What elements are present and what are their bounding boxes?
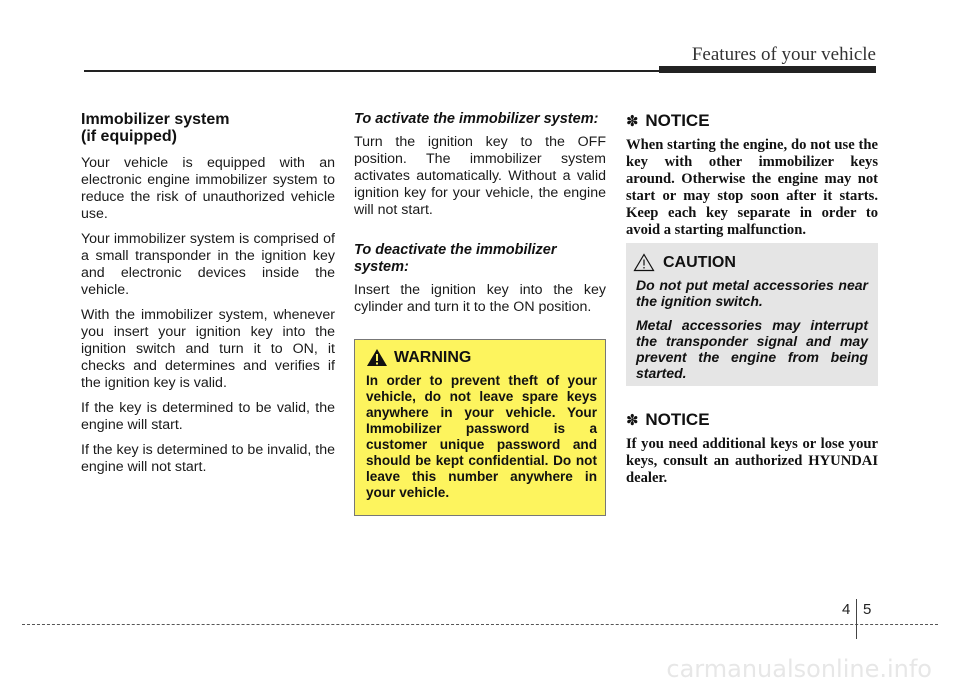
notice-section-1: [626, 111, 878, 239]
notice-star-icon: ✽: [626, 112, 639, 130]
notice-title: NOTICE: [645, 410, 710, 429]
paragraph-valid: If the key is determined to be valid, the engine will start.: [81, 400, 335, 433]
caution-box: [626, 243, 878, 386]
footer-divider: [22, 624, 938, 625]
header-rule: [84, 70, 876, 72]
notice-title: NOTICE: [645, 111, 710, 130]
watermark: carmanualsonline.info: [666, 655, 932, 683]
warning-title: WARNING: [394, 348, 472, 366]
section-number: 4: [842, 601, 851, 618]
activation-section: [354, 111, 606, 324]
activate-text: Turn the ignition key to the OFF position. The immobilizer system activates automatically. Without a valid ignition key for your vehicle, the engine will not start.: [354, 134, 606, 218]
notice-text: If you need additional keys or lose your keys, consult an authorized HYUNDAI dealer.: [626, 436, 878, 486]
deactivate-heading: To deactivate the immobilizer system:: [354, 242, 557, 275]
caution-icon: [633, 253, 655, 272]
notice-heading: [626, 111, 878, 131]
warning-text: In order to prevent theft of your vehicle, do not leave spare keys anywhere in your vehicle. Your Immobilizer password is a customer unique password and should be kept confidential. Do not leave this number anywhere in your vehicle.: [366, 373, 597, 500]
caution-text-2: Metal accessories may interrupt the transponder signal and may prevent the engine from being started.: [636, 317, 868, 381]
caution-text-1: Do not put metal accessories near the ignition switch.: [636, 277, 868, 309]
notice-section-2: [626, 410, 878, 487]
warning-header: [366, 348, 597, 367]
header-title: Features of your vehicle: [691, 44, 876, 65]
caution-header: [636, 253, 868, 272]
heading-line-1: Immobilizer system: [81, 111, 230, 128]
page-number-divider: [856, 599, 857, 639]
warning-box: [354, 339, 606, 516]
paragraph-composition: Your immobilizer system is comprised of a small transponder in the ignition key and electronic devices inside the vehicle.: [81, 231, 335, 298]
deactivate-text: Insert the ignition key into the key cylinder and turn it to the ON position.: [354, 282, 606, 315]
caution-title: CAUTION: [663, 253, 736, 271]
activate-heading: To activate the immobilizer system:: [354, 111, 599, 127]
paragraph-invalid: If the key is determined to be invalid, the engine will not start.: [81, 442, 335, 475]
page-number: 5: [863, 601, 872, 618]
paragraph-verification: With the immobilizer system, whenever you insert your ignition key into the ignition switch and turn it to ON, it checks and determines and verifies if the ignition key is valid.: [81, 307, 335, 391]
warning-icon: [366, 348, 388, 367]
section-heading: [81, 111, 335, 145]
notice-text: When starting the engine, do not use the key with other immobilizer keys around. Otherwise the engine may not start or may stop soon after it starts. Keep each key separate in order to avoid a starting malfunction.: [626, 137, 878, 238]
notice-heading: [626, 410, 878, 430]
immobilizer-section: [81, 111, 335, 484]
heading-line-2: (if equipped): [81, 128, 177, 145]
notice-star-icon: ✽: [626, 411, 639, 429]
paragraph-intro: Your vehicle is equipped with an electronic engine immobilizer system to reduce the risk of unauthorized vehicle use.: [81, 155, 335, 222]
